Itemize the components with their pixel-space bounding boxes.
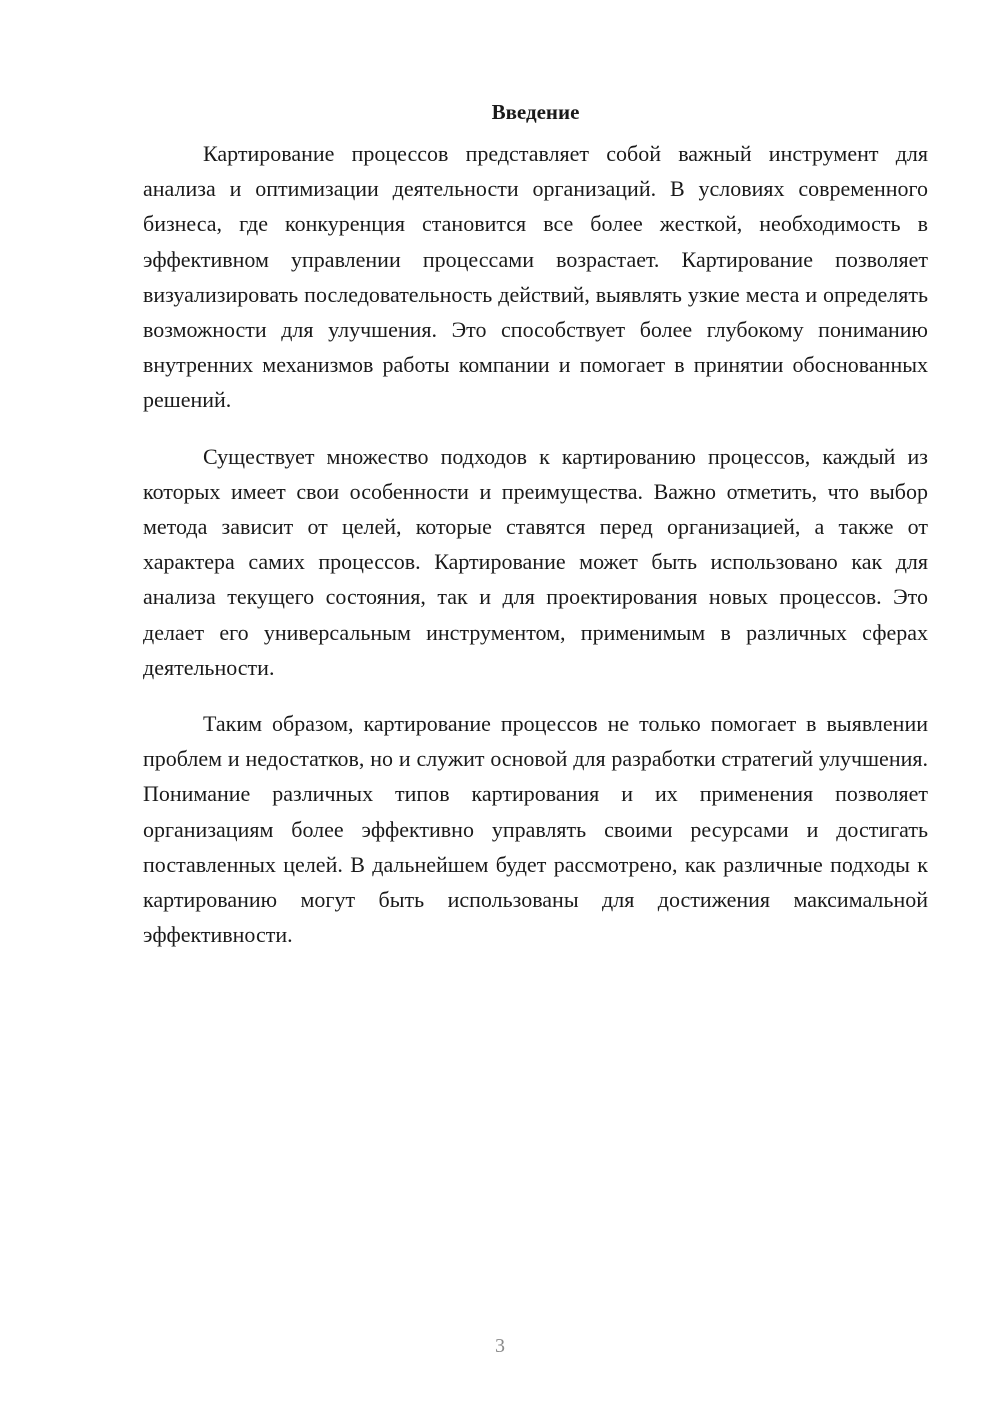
section-title: Введение xyxy=(491,100,580,124)
paragraph-2: Существует множество подходов к картированию процессов, каждый из которых имеет свои особенности и преимущества. Важно отметить, что выбор метода зависит от целей, которые ставятся перед организацией, а также от характера самих процессов. Картирование может быть использовано как для анализа текущего состояния, так и для проектирования новых процессов. Это делает его универсальным инструментом, применимым в различных сферах деятельности. xyxy=(143,443,928,680)
page-number: 3 xyxy=(495,1335,505,1357)
paragraph-1: Картирование процессов представляет собой важный инструмент для анализа и оптимизации деятельности организаций. В условиях современного бизнеса, где конкуренция становится все более жесткой, необходимость в эффективном управлении процессами возрастает. Картирование позволяет визуализировать последовательность действий, выявлять узкие места и определять возможности для улучшения. Это способствует более глубокому пониманию внутренних механизмов работы компании и помогает в принятии обоснованных решений. xyxy=(143,141,928,413)
page-content xyxy=(143,98,928,973)
paragraph-3: Таким образом, картирование процессов не только помогает в выявлении проблем и недостатков, но и служит основой для разработки стратегий улучшения. Понимание различных типов картирования и их применения позволяет организациям более эффективно управлять своими ресурсами и достигать поставленных целей. В дальнейшем будет рассмотрено, как различные подходы к картированию могут быть использованы для достижения максимальной эффективности. xyxy=(143,711,928,948)
